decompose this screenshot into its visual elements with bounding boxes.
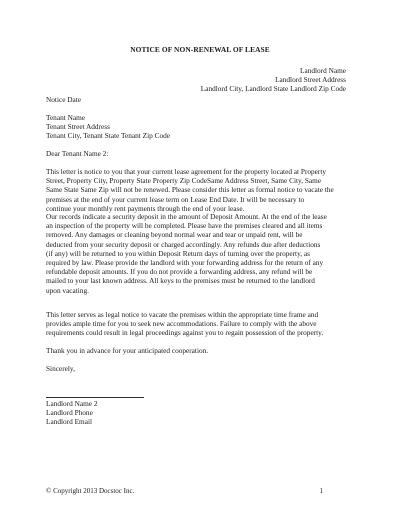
tenant-address-block <box>46 113 170 141</box>
paragraph-line: refundable deposit amounts. If you do not provide a forwarding address, any refund will be <box>46 267 313 277</box>
paragraph-legal-notice <box>46 310 358 338</box>
paragraph-line: This letter is notice to you that your current lease agreement for the property located at Property <box>46 167 327 176</box>
paragraph-line: removed. Any damages or cleaning beyond normal wear and tear or unpaid rent, will be <box>46 230 303 240</box>
signature-name: Landlord Name 2 <box>46 399 98 408</box>
landlord-address-block <box>201 66 346 94</box>
paragraph-line: provides ample time for you to seek new accommodations. Failure to comply with the above <box>46 319 317 329</box>
paragraph-line: Street, Property City, Property State Property Zip CodeSame Address Street, Same City, Same <box>46 176 322 186</box>
signature-phone: Landlord Phone <box>46 408 93 418</box>
landlord-street: Landlord Street Address <box>275 75 346 85</box>
tenant-city-state-zip: Tenant City, Tenant State Tenant Zip Code <box>46 131 170 141</box>
paragraph-line: mailed to your last known address. All keys to the premises must be returned to the landlord <box>46 276 315 286</box>
paragraph-notice <box>46 167 358 213</box>
landlord-name: Landlord Name <box>300 66 346 75</box>
signature-email: Landlord Email <box>46 417 92 427</box>
thanks-line: Thank you in advance for your anticipated cooperation. <box>46 346 209 355</box>
paragraph-line: premises at the end of your current lease term on Lease End Date. It will be necessary to <box>46 194 305 204</box>
paragraph-line: upon vacating. <box>46 285 89 295</box>
salutation: Dear Tenant Name 2: <box>46 149 109 158</box>
paragraph-line: an inspection of the property will be completed. Please have the premises cleared and all items <box>46 221 323 231</box>
signature-block <box>46 399 97 427</box>
paragraph-line: requirements could result in legal proceedings against you to regain possession of the property. <box>46 328 324 338</box>
paragraph-deposit <box>46 212 358 295</box>
closing: Sincerely, <box>46 364 75 373</box>
document-title: NOTICE OF NON-RENEWAL OF LEASE <box>130 45 270 54</box>
paragraph-line: continue your monthly rent payments through the end of your lease. <box>46 203 245 213</box>
landlord-city-state-zip: Landlord City, Landlord State Landlord Zip Code <box>200 84 346 94</box>
page-number: 1 <box>319 487 323 495</box>
tenant-street: Tenant Street Address <box>46 122 110 132</box>
signature-line <box>46 397 144 398</box>
paragraph-line: Same State Same Zip will not be renewed. Please consider this letter as formal notice to vacate the <box>46 185 334 195</box>
notice-date: Notice Date <box>46 95 82 104</box>
paragraph-line: deducted from your security deposit or charged accordingly. Any refunds due after deductions <box>46 239 321 249</box>
paragraph-line: Our records indicate a security deposit in the amount of Deposit Amount. At the end of the lease <box>46 212 327 221</box>
footer-copyright: © Copyright 2013 Docstoc Inc. <box>46 487 135 495</box>
paragraph-line: required by law. Please provide the landlord with your forwarding address for the return of any <box>46 258 324 268</box>
tenant-name: Tenant Name <box>46 113 85 122</box>
paragraph-line: (if any) will be returned to you within Deposit Return days of turning over the property, as <box>46 248 310 258</box>
paragraph-line: This letter serves as legal notice to vacate the premises within the appropriate time frame and <box>46 310 319 319</box>
